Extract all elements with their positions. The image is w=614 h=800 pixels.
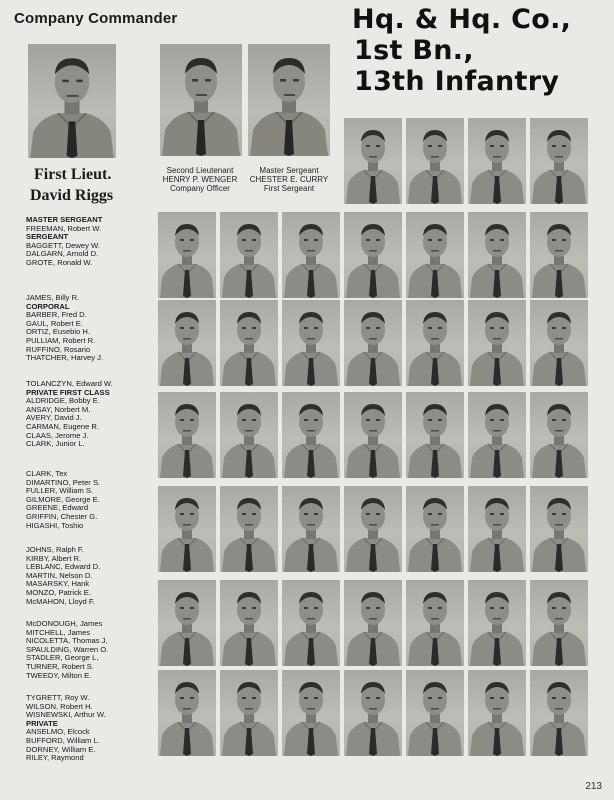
officer-name: CHESTER E. CURRY [249, 175, 329, 184]
soldier-photo [530, 580, 588, 666]
soldier-photo [344, 670, 402, 756]
roster-name: LEBLANC, Edward D. [26, 562, 101, 572]
soldier-photo [530, 118, 588, 204]
soldier-photo [406, 486, 464, 572]
roster-name: JOHNS, Ralph F. [26, 545, 84, 554]
soldier-photo [344, 392, 402, 478]
roster-name: MASARSKY, Hank [26, 579, 90, 589]
soldier-photo [468, 118, 526, 204]
officer-role: Master Sergeant [259, 166, 319, 175]
roster-name: CLAAS, Jerome J. [26, 430, 89, 440]
officer-caption [152, 166, 248, 193]
roster-block [26, 694, 154, 763]
roster-name: CARMAN, Eugene R. [26, 421, 100, 431]
soldier-photo [468, 300, 526, 386]
roster-name: BUFFORD, William L. [26, 735, 100, 745]
roster-rank-heading: SERGEANT [26, 232, 69, 242]
soldier-photo [220, 580, 278, 666]
roster-name: TYGRETT, Roy W. [26, 693, 90, 702]
commander-rank: First Lieut. [34, 166, 112, 183]
soldier-photo [530, 486, 588, 572]
roster-name: KIRBY, Albert R. [26, 553, 82, 563]
soldier-photo [220, 300, 278, 386]
roster-name: DIMARTINO, Peter S. [26, 477, 101, 487]
roster-name: RILEY, Raymond [26, 753, 84, 763]
roster-rank-heading: CORPORAL [26, 301, 70, 311]
soldier-photo [344, 300, 402, 386]
soldier-photo [406, 118, 464, 204]
officer-photo [160, 44, 242, 156]
officer-caption [244, 166, 334, 193]
roster-name: SPAULDING, Warren O. [26, 644, 109, 654]
soldier-photo [158, 580, 216, 666]
roster-name: MITCHELL, James [26, 627, 91, 637]
soldier-photo [282, 486, 340, 572]
roster-name: HIGASHI, Toshio [26, 520, 84, 530]
roster-name: GRIFFIN, Chester G. [26, 511, 98, 521]
officer-title: First Sergeant [263, 184, 315, 193]
roster-name: MONZO, Patrick E. [26, 587, 91, 597]
roster-name: GROTE, Ronald W. [26, 257, 93, 267]
soldier-photo [344, 118, 402, 204]
roster-rank-heading: PRIVATE [26, 718, 58, 728]
roster-name: AVERY, David J. [26, 413, 82, 423]
soldier-photo [158, 212, 216, 298]
roster-name: ORTIZ, Eusebio H. [26, 327, 91, 337]
soldier-photo [406, 580, 464, 666]
roster-name: JAMES, Billy R. [26, 293, 80, 302]
roster-name: DORNEY, William E. [26, 744, 96, 754]
officer-photo [248, 44, 330, 156]
unit-title [352, 4, 571, 97]
roster-name: ANSELMO, Elcock [26, 727, 90, 737]
soldier-photo [282, 392, 340, 478]
roster-block [26, 380, 154, 449]
page-number: 213 [585, 781, 602, 792]
roster-rank-heading: MASTER SERGEANT [26, 215, 103, 224]
soldier-photo [158, 392, 216, 478]
roster-block [26, 470, 154, 530]
roster-block [26, 294, 154, 363]
roster-name: WILSON, Robert H. [26, 701, 93, 711]
soldier-photo [282, 300, 340, 386]
soldier-photo [468, 486, 526, 572]
officer-title: Company Officer [170, 184, 230, 193]
roster-name: TOLANCZYN, Edward W. [26, 379, 113, 388]
soldier-photo [530, 212, 588, 298]
commander-name: David Riggs [30, 187, 114, 204]
soldier-photo [282, 670, 340, 756]
roster-name: McMAHON, Lloyd F. [26, 596, 95, 606]
company-commander-label: Company Commander [14, 10, 178, 27]
soldier-photo [158, 300, 216, 386]
roster-block [26, 546, 154, 606]
roster-name: BAGGETT, Dewey W. [26, 240, 100, 250]
soldier-photo [468, 580, 526, 666]
roster-block [26, 216, 154, 268]
roster-name: ALDRIDGE, Bobby E. [26, 396, 100, 406]
unit-title-line-1: Hq. & Hq. Co., [352, 4, 572, 35]
roster-name: ANSAY, Norbert M. [26, 404, 91, 414]
soldier-photo [344, 486, 402, 572]
roster-name: RUFFINO, Rosario [26, 344, 91, 354]
soldier-photo [468, 670, 526, 756]
unit-title-line-2: 1st Bn., [354, 35, 474, 66]
soldier-photo [158, 486, 216, 572]
roster-name: GILMORE, George E. [26, 494, 100, 504]
roster-name: TURNER, Robert S. [26, 661, 94, 671]
soldier-photo [406, 300, 464, 386]
roster-name: NICOLETTA, Thomas J. [26, 636, 108, 646]
soldier-photo [344, 580, 402, 666]
roster-name: FULLER, William S. [26, 486, 94, 496]
roster-rank-heading: PRIVATE FIRST CLASS [26, 387, 110, 397]
roster-name: PULLIAM, Robert R. [26, 335, 96, 345]
soldier-photo [468, 212, 526, 298]
roster-name: STADLER, George L. [26, 653, 99, 663]
roster-name: McDONOUGH, James [26, 619, 103, 628]
roster-name: TWEEDY, Milton E. [26, 670, 92, 680]
soldier-photo [530, 670, 588, 756]
officer-name: HENRY P. WENGER [162, 175, 238, 184]
soldier-photo [530, 300, 588, 386]
soldier-photo [468, 392, 526, 478]
soldier-photo [220, 670, 278, 756]
soldier-photo [220, 486, 278, 572]
officer-role: Second Lieutenant [166, 166, 234, 175]
roster-name: BARBER, Fred D. [26, 310, 87, 320]
soldier-photo [530, 392, 588, 478]
roster-name: THATCHER, Harvey J. [26, 353, 104, 363]
soldier-photo [282, 580, 340, 666]
soldier-photo [220, 392, 278, 478]
unit-title-line-3: 13th Infantry [354, 66, 560, 97]
soldier-photo [344, 212, 402, 298]
roster-name: MARTIN, Nelson D. [26, 570, 93, 580]
roster-name: DALGARN, Arnold D. [26, 249, 99, 259]
soldier-photo [406, 392, 464, 478]
soldier-photo [406, 670, 464, 756]
commander-photo [28, 44, 116, 158]
soldier-photo [158, 670, 216, 756]
roster-name: CLARK, Tex [26, 469, 68, 478]
roster-name: CLARK, Junior L. [26, 439, 85, 449]
roster-block [26, 620, 154, 680]
roster-name: GAUL, Robert E. [26, 318, 83, 328]
roster-name: GREENE, Edward [26, 503, 89, 513]
soldier-photo [220, 212, 278, 298]
roster-name: WISNEWSKI, Arthur W. [26, 710, 106, 720]
soldier-photo [406, 212, 464, 298]
soldier-photo [282, 212, 340, 298]
roster-name: FREEMAN, Robert W. [26, 223, 102, 233]
